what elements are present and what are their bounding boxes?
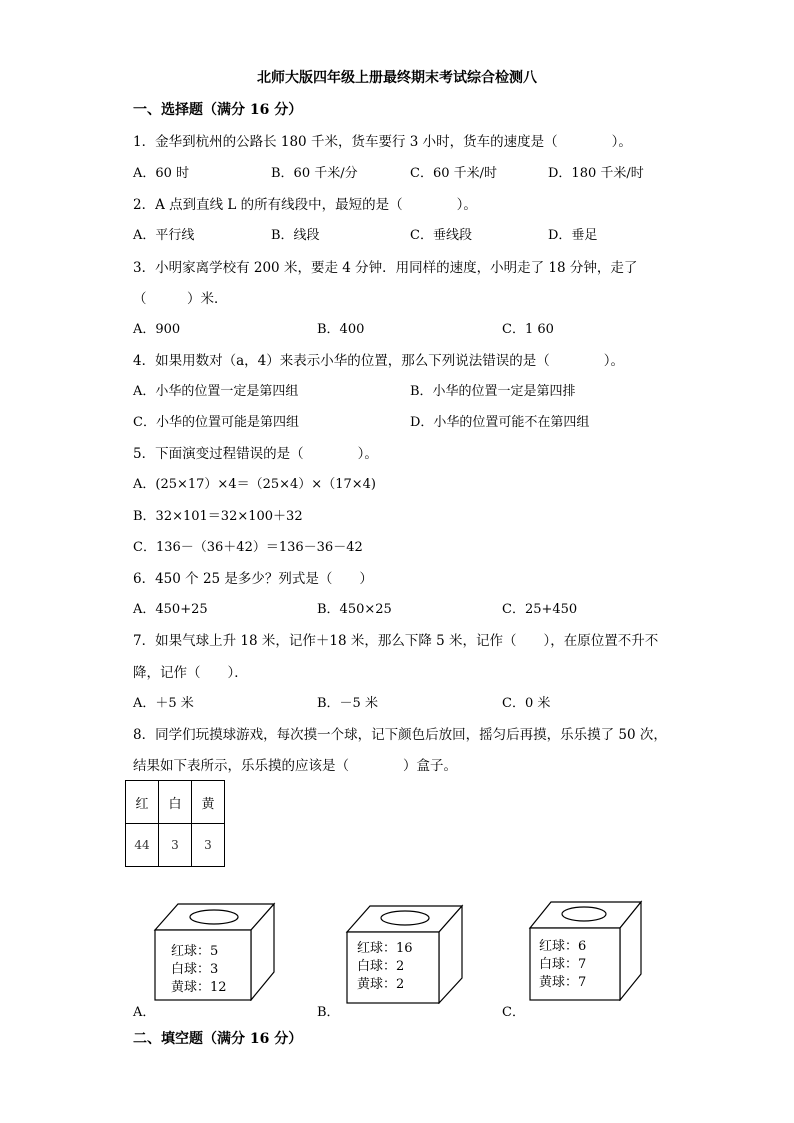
q7-option-c: C．0 米 [502,696,551,711]
q4-option-c: C．小华的位置可能是第四组 [133,415,299,430]
q1-option-a: A．60 时 [133,166,190,181]
q4-option-a: A．小华的位置一定是第四组 [133,384,299,399]
q6-option-a: A．450+25 [133,602,208,617]
question-8-stem: 8．同学们玩摸球游戏，每次摸一个球，记下颜色后放回，摇匀后再摸，乐乐摸了 50 次， [133,727,667,743]
tally-value-yellow: 3 [192,824,225,867]
section-heading-choice: 一、选择题（满分 16 分） [133,102,303,118]
section-heading-fill: 二、填空题（满分 16 分） [133,1031,303,1047]
q4-option-d: D．小华的位置可能不在第四组 [410,415,590,430]
ball-box-b [342,902,467,1004]
box-b-option-label: B． [317,1005,340,1020]
q2-option-b: B．线段 [271,228,320,243]
box-c-yellow: 黄球：7 [539,975,587,990]
q6-option-b: B．450×25 [317,602,392,617]
q1-option-c: C．60 千米/时 [410,166,498,181]
question-3-stem: 3．小明家离学校有 200 米，要走 4 分钟．用同样的速度，小明走了 18 分钟，走了 [133,260,638,276]
tally-header-yellow: 黄 [192,781,225,824]
tally-header-white: 白 [159,781,192,824]
q7-option-b: B．－5 米 [317,696,378,711]
tally-table [125,780,225,867]
q3-option-b: B．400 [317,322,365,337]
q2-option-c: C．垂线段 [410,228,472,243]
box-a-white: 白球：3 [171,962,219,977]
box-a-option-label: A． [133,1005,156,1020]
box-c-white: 白球：7 [539,957,587,972]
q2-option-d: D．垂足 [548,228,598,243]
question-7-stem-cont: 降，记作（ ）． [133,665,248,681]
box-c-option-label: C． [502,1005,525,1020]
tally-value-red: 44 [126,824,159,867]
question-4-stem: 4．如果用数对（a，4）来表示小华的位置，那么下列说法错误的是（ ）。 [133,353,624,369]
box-b-yellow: 黄球：2 [357,977,405,992]
q1-option-b: B．60 千米/分 [271,166,358,181]
tally-value-white: 3 [159,824,192,867]
q5-option-c: C．136－（36＋42）＝136－36－42 [133,540,363,555]
q5-option-b: B．32×101＝32×100＋32 [133,509,303,524]
q4-option-b: B．小华的位置一定是第四排 [410,384,576,399]
q7-option-a: A．＋5 米 [133,696,194,711]
box-a-yellow: 黄球：12 [171,980,227,995]
box-b-red: 红球：16 [357,941,413,956]
box-a-red: 红球：5 [171,944,219,959]
question-7-stem: 7．如果气球上升 18 米，记作＋18 米，那么下降 5 米，记作（ ），在原位置不升不 [133,633,659,649]
ball-box-c [525,896,645,1001]
question-1-stem: 1．金华到杭州的公路长 180 千米，货车要行 3 小时，货车的速度是（ ）。 [133,134,632,150]
ball-box-a [150,896,280,1001]
q6-option-c: C．25+450 [502,602,578,617]
q5-option-a: A．(25×17）×4＝（25×4）×（17×4) [133,477,376,492]
tally-header-red: 红 [126,781,159,824]
q2-option-a: A．平行线 [133,228,195,243]
question-6-stem: 6．450 个 25 是多少？列式是（ ） [133,571,373,587]
question-8-stem-cont: 结果如下表所示，乐乐摸的应该是（ ）盒子。 [133,758,457,774]
box-c-red: 红球：6 [539,939,587,954]
question-3-stem-cont: （ ）米． [133,291,228,307]
q1-option-d: D．180 千米/时 [548,166,644,181]
box-b-white: 白球：2 [357,959,405,974]
q3-option-c: C．1 60 [502,322,554,337]
page-title: 北师大版四年级上册最终期末考试综合检测八 [257,70,537,86]
q3-option-a: A．900 [133,322,181,337]
question-2-stem: 2．A 点到直线 L 的所有线段中，最短的是（ ）。 [133,197,477,213]
question-5-stem: 5．下面演变过程错误的是（ ）。 [133,446,378,462]
